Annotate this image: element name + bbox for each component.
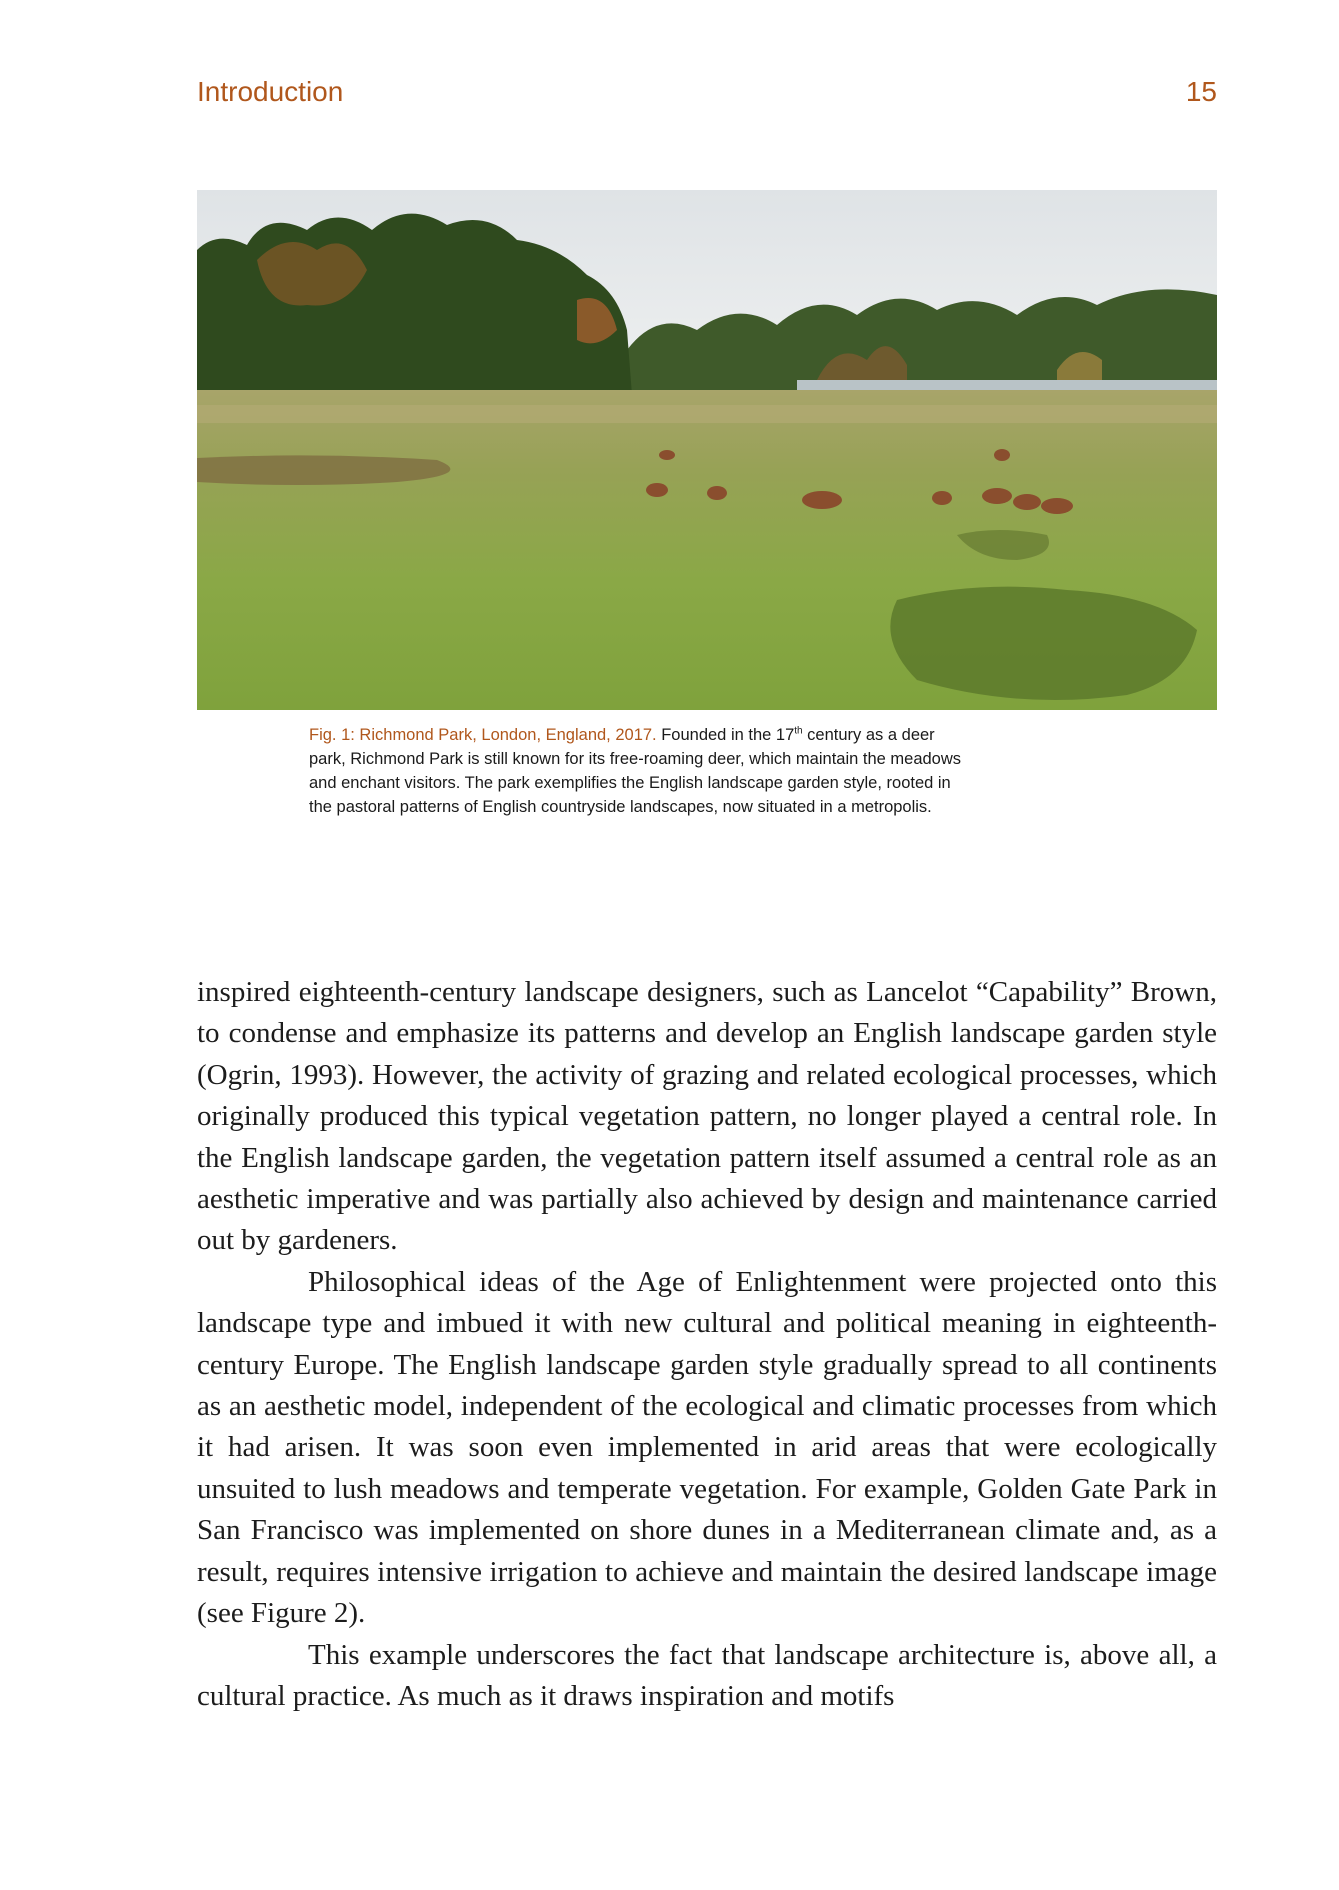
body-text [197, 972, 1217, 1717]
page-number: 15 [1185, 76, 1217, 107]
landscape-photo [197, 190, 1217, 710]
caption-text-end: century as a deer park, Richmond Park is still known for its free-roaming deer, which maintain the meadows and enchant visitors. The park exemplifies the English landscape garden style, rooted in the pastoral patterns of English countryside landscapes, now situated in a metropolis. [309, 726, 962, 816]
paragraph-1: inspired eighteenth-century landscape designers, such as Lancelot “Capability” Brown, to condense and emphasize its patterns and develop an English landscape garden style (Ogrin, 1993). However, the activity of grazing and related ecological processes, which originally produced this typical vegetation pattern, no longer played a central role. In the English landscape garden, the vegetation pattern itself assumed a central role as an aesthetic imperative and was partially also achieved by design and maintenance carried out by gardeners. [197, 976, 1217, 1257]
caption-label: Fig. 1: Richmond Park, London, England, 2017. [309, 726, 657, 744]
figure-caption [309, 723, 969, 819]
lake [797, 380, 1217, 390]
chapter-title: Introduction [197, 76, 344, 107]
paragraph-3: This example underscores the fact that landscape architecture is, above all, a cultural practice. As much as it draws inspiration and motifs [197, 1638, 1217, 1712]
caption-superscript: th [794, 725, 803, 737]
caption-text-start: Founded in the 17 [656, 726, 795, 744]
paragraph-2: Philosophical ideas of the Age of Enlightenment were projected onto this landscape type and imbued it with new cultural and political meaning in eighteenth-century Europe. The English landscape garden style gradually spread to all continents as an aesthetic model, independent of the ecological and climatic processes from which it had arisen. It was soon even implemented in arid areas that were ecologically unsuited to lush meadows and temperate vegetation. For example, Golden Gate Park in San Francisco was implemented on shore dunes in a Mediterranean climate and, as a result, requires intensive irrigation to achieve and maintain the desired landscape image (see Figure 2). [197, 1265, 1217, 1630]
running-head [197, 76, 1217, 116]
figure-photo-richmond-park [197, 190, 1217, 710]
